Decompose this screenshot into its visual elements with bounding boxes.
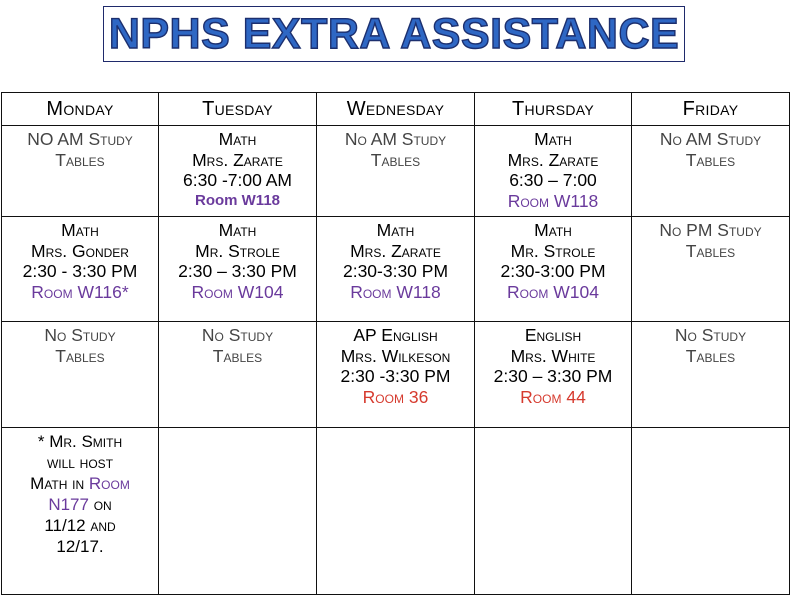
pm-row-2 xyxy=(2,322,790,428)
subject: Math xyxy=(534,129,572,149)
cell-tuesday-pm2 xyxy=(159,322,317,428)
time: 2:30-3:30 PM xyxy=(342,261,449,281)
cell-thursday-am xyxy=(475,126,632,217)
subject: Math xyxy=(218,129,257,149)
note-row xyxy=(2,428,790,595)
note-line: 12/17. xyxy=(56,537,104,556)
cell-line: Tables xyxy=(685,149,736,170)
room: Room 36 xyxy=(362,386,429,407)
cell-empty xyxy=(632,428,790,595)
cell-empty xyxy=(317,428,475,595)
teacher: Mrs. Zarate xyxy=(507,149,599,170)
am-row xyxy=(2,126,790,217)
subject: English xyxy=(524,325,582,345)
room: Room W118 xyxy=(507,190,599,211)
cell-line: No AM Study xyxy=(344,129,447,149)
time: 2:30 -3:30 PM xyxy=(340,366,451,386)
note-line: * Mr. Smith xyxy=(37,432,123,451)
pm-row-1 xyxy=(2,217,790,322)
note-room-number: N177 xyxy=(48,495,89,514)
subject: Math xyxy=(376,220,415,240)
room: Room W104 xyxy=(507,281,599,302)
header-tuesday: Tuesday xyxy=(159,93,317,126)
title-banner xyxy=(103,6,685,62)
teacher: Mr. Strole xyxy=(510,240,596,261)
teacher: Mr. Strole xyxy=(195,240,280,261)
page-title: NPHS EXTRA ASSISTANCE xyxy=(108,9,680,58)
cell-line: Tables xyxy=(212,345,263,366)
note-line: 11/12 and xyxy=(44,516,116,535)
time: 2:30 – 3:30 PM xyxy=(178,261,297,281)
cell-line: NO AM Study xyxy=(27,129,133,149)
time: 2:30-3:00 PM xyxy=(500,261,606,281)
cell-tuesday-pm xyxy=(159,217,317,322)
cell-line: No Study xyxy=(44,325,116,345)
cell-friday-pm2 xyxy=(632,322,790,428)
cell-empty xyxy=(159,428,317,595)
cell-line: No PM Study xyxy=(659,220,762,240)
time: 6:30 -7:00 AM xyxy=(183,170,292,190)
cell-monday-am xyxy=(2,126,159,217)
cell-line: No Study xyxy=(201,325,274,345)
note-line: will host xyxy=(46,453,114,472)
cell-wednesday-am xyxy=(317,126,475,217)
subject: AP English xyxy=(353,325,438,345)
room: Room W118 xyxy=(194,191,281,209)
room: Room 44 xyxy=(520,386,586,407)
subject: Math xyxy=(218,220,257,240)
teacher: Mrs. Zarate xyxy=(192,149,283,170)
cell-line: Tables xyxy=(55,345,105,366)
cell-wednesday-pm xyxy=(317,217,475,322)
note-room: Room xyxy=(88,474,130,493)
cell-friday-am xyxy=(632,126,790,217)
header-wednesday: Wednesday xyxy=(317,93,475,126)
header-thursday: Thursday xyxy=(475,93,632,126)
teacher: Mrs. Wilkeson xyxy=(340,345,451,366)
time: 6:30 – 7:00 xyxy=(509,170,597,190)
cell-line: Tables xyxy=(55,149,105,170)
note-line xyxy=(8,473,152,494)
cell-line: No Study xyxy=(674,325,747,345)
header-row xyxy=(2,93,790,126)
header-monday: Monday xyxy=(2,93,159,126)
cell-thursday-pm2 xyxy=(475,322,632,428)
note-text: on xyxy=(93,495,112,514)
cell-line: Tables xyxy=(685,240,736,261)
time: 2:30 – 3:30 PM xyxy=(493,366,613,386)
subject: Math xyxy=(61,220,99,240)
note-line xyxy=(8,494,152,515)
cell-wednesday-pm2 xyxy=(317,322,475,428)
cell-line: Tables xyxy=(370,149,421,170)
cell-line: No AM Study xyxy=(659,129,762,149)
cell-friday-pm xyxy=(632,217,790,322)
room: Room W118 xyxy=(350,281,441,302)
subject: Math xyxy=(534,220,572,240)
room: Room W104 xyxy=(191,281,284,302)
cell-monday-pm2 xyxy=(2,322,159,428)
schedule-table xyxy=(1,92,790,595)
time: 2:30 - 3:30 PM xyxy=(22,261,138,281)
cell-monday-pm xyxy=(2,217,159,322)
teacher: Mrs. White xyxy=(510,345,596,366)
room: Room W116* xyxy=(31,281,129,302)
teacher: Mrs. Zarate xyxy=(350,240,441,261)
cell-empty xyxy=(475,428,632,595)
note-text: Math in xyxy=(30,474,85,493)
header-friday: Friday xyxy=(632,93,790,126)
teacher: Mrs. Gonder xyxy=(31,240,129,261)
cell-tuesday-am xyxy=(159,126,317,217)
cell-line: Tables xyxy=(685,345,736,366)
cell-thursday-pm xyxy=(475,217,632,322)
cell-note xyxy=(2,428,159,595)
